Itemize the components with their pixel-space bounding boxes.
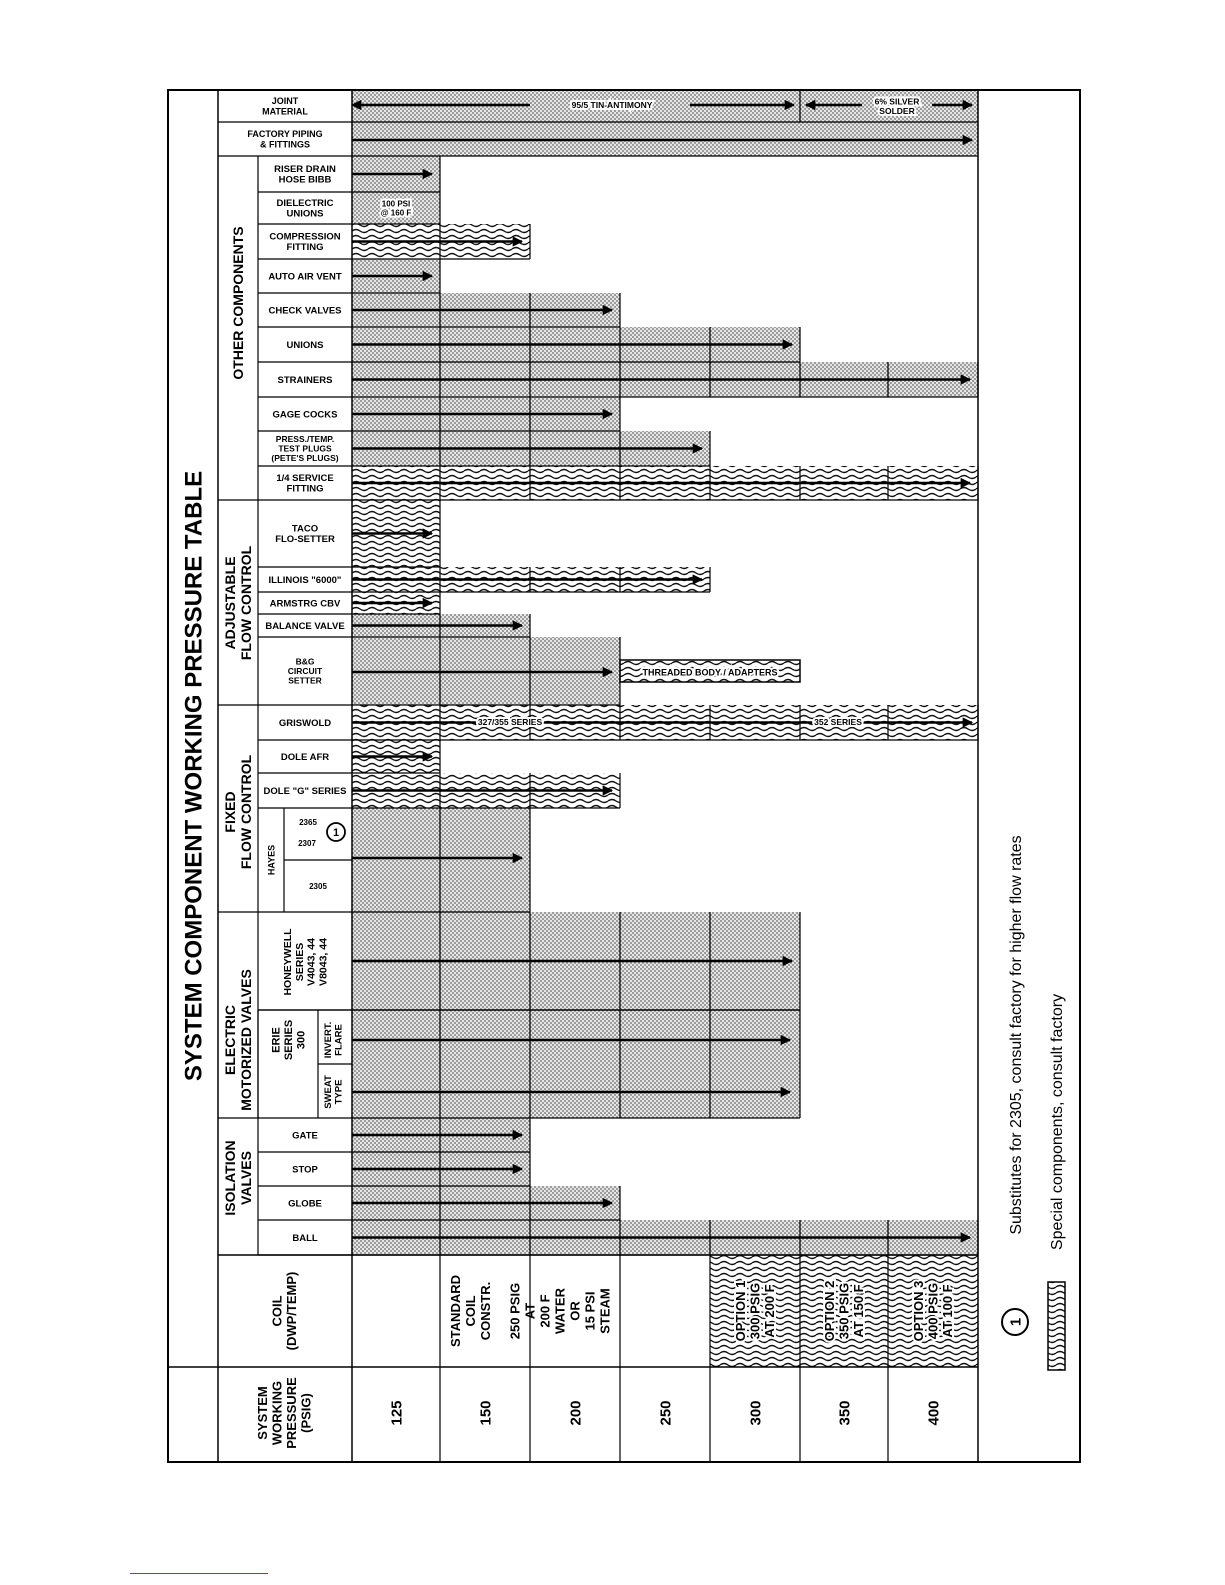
header-system-pressure-line: PRESSURE	[283, 1377, 299, 1449]
component-label-piping	[247, 129, 322, 149]
note-threaded-body-line: THREADED BODY / ADAPTERS	[642, 667, 778, 678]
component-label-gate-line: GATE	[292, 1130, 318, 1142]
note-griswold-352	[814, 717, 862, 727]
pressure-value-200-line: 200	[567, 1400, 585, 1426]
note-griswold-327-text	[478, 717, 543, 727]
component-label-check-line: CHECK VALVES	[268, 305, 342, 317]
coil-standard-line: 250 PSIG	[507, 1282, 523, 1340]
coil-option1-line: AT 200 F	[762, 1284, 778, 1338]
hayes-label	[266, 845, 276, 875]
coil-option2-line: OPTION 2	[822, 1280, 838, 1342]
component-label-riser-line: RISER DRAIN	[274, 164, 336, 176]
group-other	[230, 226, 246, 379]
legend-swatch	[1048, 1282, 1065, 1370]
note-silver-solder-text	[875, 96, 920, 116]
component-label-invert-line: FLARE	[333, 1024, 345, 1056]
component-label-dole_afr	[281, 752, 329, 763]
header-system-pressure-line: SYSTEM	[254, 1386, 270, 1440]
coil-option3-line: 400 PSIG	[925, 1282, 941, 1340]
legend-note-1-line: Substitutes for 2305, consult factory for higher flow rates	[1007, 835, 1025, 1235]
note-silver-solder	[875, 96, 920, 116]
pressure-value-250-line: 250	[657, 1400, 675, 1426]
note-griswold-352-line: 352 SERIES	[814, 717, 862, 728]
note-tin-antimony	[572, 100, 653, 110]
note-dielectric-rating-line: @ 160 F	[380, 208, 412, 218]
component-label-airvent	[268, 271, 342, 282]
page-title	[181, 471, 208, 1081]
hayes-2305-label	[309, 882, 327, 891]
component-label-gate-text	[292, 1130, 318, 1141]
legend-note-2-line: Special components, consult factory	[1048, 993, 1066, 1251]
hayes-2365-label-line: 2365	[299, 817, 317, 827]
legend-circle-number-text	[1007, 1318, 1024, 1326]
circle-note-number-line: 1	[332, 826, 340, 839]
component-label-balance	[265, 621, 344, 632]
component-label-riser-line: HOSE BIBB	[278, 174, 332, 186]
component-label-pete-line: (PETE'S PLUGS)	[271, 453, 339, 464]
coil-standard-line: OR	[567, 1301, 583, 1321]
component-label-airvent-line: AUTO AIR VENT	[268, 271, 342, 283]
component-label-dole_g-line: DOLE "G" SERIES	[263, 785, 347, 797]
component-label-piping-text	[247, 129, 322, 149]
component-label-compression-line: FITTING	[286, 242, 324, 254]
component-label-pete-line: TEST PLUGS	[278, 443, 332, 454]
component-label-dielectric-text	[277, 198, 334, 220]
header-system-pressure-line: WORKING	[269, 1380, 285, 1446]
pressure-value-250-text	[657, 1400, 674, 1425]
coil-option3-line: AT 100 F	[940, 1284, 956, 1338]
component-label-sweat-line: TYPE	[333, 1079, 345, 1105]
erie-label-line: 300	[295, 1030, 308, 1050]
component-label-globe-text	[288, 1198, 322, 1209]
erie-label-line: ERIE	[270, 1027, 283, 1053]
component-label-piping-line: & FITTINGS	[260, 139, 310, 150]
group-other-text	[230, 226, 246, 379]
legend-circle-number	[1007, 1318, 1024, 1326]
range-fill-sweat	[352, 1010, 800, 1118]
group-fixed-line: FIXED	[222, 791, 239, 833]
component-label-globe	[288, 1198, 322, 1209]
group-isolation-line: ISOLATION	[222, 1140, 239, 1216]
hayes-2305-label-line: 2305	[309, 881, 327, 891]
group-adjustable-line: ADJUSTABLE	[222, 556, 239, 650]
component-label-invert-line: INVERT.	[323, 1021, 335, 1059]
component-label-sweat	[323, 1075, 345, 1109]
pressure-value-150-text	[477, 1400, 494, 1425]
component-label-strainers-line: STRAINERS	[277, 374, 333, 386]
pressure-value-400-text	[925, 1400, 942, 1425]
group-electric-text	[222, 969, 254, 1111]
pressure-value-150-line: 150	[477, 1400, 495, 1426]
hayes-2307-label	[298, 839, 316, 848]
component-label-taco-line: TACO	[291, 523, 319, 535]
group-isolation	[222, 1140, 254, 1215]
legend-note-2-text	[1049, 994, 1066, 1250]
pressure-value-125-text	[388, 1400, 405, 1425]
pressure-value-125	[388, 1400, 405, 1425]
component-label-stop-line: STOP	[292, 1164, 318, 1176]
coil-standard-line: AT	[522, 1302, 538, 1320]
group-isolation-line: VALVES	[237, 1151, 254, 1205]
group-other-line: OTHER COMPONENTS	[230, 226, 247, 380]
link-underline	[130, 1573, 268, 1574]
honeywell-label-line: V8043, 44	[317, 938, 330, 986]
note-silver-solder-line: SOLDER	[879, 105, 915, 116]
group-adjustable-line: FLOW CONTROL	[237, 545, 254, 661]
component-label-armstrg-text	[270, 598, 341, 609]
component-label-airvent-text	[268, 271, 342, 282]
component-label-pete	[271, 434, 338, 463]
coil-option1-line: OPTION 1	[733, 1280, 749, 1342]
header-system-pressure-line: (PSIG)	[298, 1393, 314, 1433]
component-label-joint	[262, 96, 308, 116]
component-label-check	[268, 305, 341, 316]
group-fixed	[222, 754, 254, 869]
component-label-unions	[287, 340, 324, 351]
component-label-armstrg	[270, 598, 341, 609]
group-electric-line: MOTORIZED VALVES	[237, 969, 254, 1111]
coil-option2	[822, 1281, 866, 1342]
pressure-value-350-line: 350	[836, 1400, 854, 1426]
coil-option1	[733, 1281, 777, 1342]
circle-note-number	[333, 827, 339, 839]
coil-option2-text	[822, 1281, 866, 1342]
component-label-bg	[288, 657, 323, 686]
note-tin-antimony-line: 95/5 TIN-ANTIMONY	[571, 100, 653, 111]
component-label-sweat-line: SWEAT	[323, 1075, 335, 1109]
component-label-taco-text	[275, 524, 335, 546]
note-griswold-352-text	[814, 717, 862, 727]
component-label-stop-text	[292, 1164, 318, 1175]
component-label-griswold	[279, 718, 331, 729]
coil-option2-line: AT 150 F	[851, 1284, 867, 1338]
component-label-balance-text	[265, 621, 344, 632]
component-label-service	[276, 473, 333, 495]
hayes-2307-label-text	[298, 839, 316, 848]
pressure-value-200	[567, 1400, 584, 1425]
component-label-illinois-text	[269, 575, 342, 586]
pressure-value-350	[836, 1400, 853, 1425]
component-label-griswold-text	[279, 718, 331, 729]
component-label-invert-text	[323, 1022, 345, 1058]
component-label-dielectric-line: DIELECTRIC	[276, 198, 334, 210]
component-label-sweat-text	[323, 1075, 345, 1109]
erie-label-text	[271, 1020, 308, 1060]
note-threaded-body	[642, 667, 777, 677]
component-label-service-line: FITTING	[286, 483, 324, 495]
component-label-stop	[292, 1164, 318, 1175]
note-dielectric-rating-text	[381, 199, 412, 217]
component-label-strainers-text	[278, 375, 333, 386]
coil-option3-line: OPTION 3	[911, 1280, 927, 1342]
note-dielectric-rating-line: 100 PSI	[381, 199, 411, 209]
group-adjustable-text	[222, 545, 254, 660]
note-tin-antimony-text	[572, 100, 653, 110]
component-label-service-line: 1/4 SERVICE	[276, 473, 334, 485]
component-label-bg-line: SETTER	[288, 675, 322, 686]
component-label-taco-line: FLO-SETTER	[275, 534, 335, 546]
coil-option3-text	[911, 1281, 955, 1342]
component-label-balance-line: BALANCE VALVE	[265, 620, 345, 632]
component-label-compression-line: COMPRESSION	[269, 231, 341, 243]
component-label-pete-text	[271, 434, 338, 463]
header-coil-text	[269, 1272, 299, 1351]
pressure-value-200-text	[567, 1400, 584, 1425]
component-label-armstrg-line: ARMSTRG CBV	[269, 598, 341, 610]
component-label-gate	[292, 1130, 318, 1141]
component-label-taco	[275, 524, 335, 546]
group-fixed-text	[222, 754, 254, 869]
page-title-text	[181, 471, 208, 1081]
erie-label	[271, 1020, 308, 1060]
component-label-dole_g	[264, 786, 347, 797]
hayes-label-line: HAYES	[266, 844, 277, 876]
component-label-dielectric-line: UNIONS	[286, 208, 324, 220]
component-label-strainers	[278, 375, 333, 386]
note-dielectric-rating	[381, 199, 412, 217]
coil-standard-line: WATER	[552, 1288, 568, 1334]
legend-note-1-text	[1008, 835, 1025, 1234]
component-label-unions-text	[287, 340, 324, 351]
group-adjustable	[222, 545, 254, 660]
component-label-bg-text	[288, 657, 323, 686]
group-electric-line: ELECTRIC	[222, 1005, 239, 1075]
component-label-riser-text	[274, 164, 336, 186]
pressure-value-400	[925, 1400, 942, 1425]
component-label-ball-line: BALL	[292, 1232, 318, 1244]
component-label-joint-text	[262, 96, 308, 116]
coil-standard-line: COIL	[462, 1295, 478, 1327]
component-label-bg-line: B&G	[295, 656, 315, 667]
legend-note-2	[1049, 994, 1066, 1250]
legend-note-1	[1008, 835, 1025, 1234]
coil-standard-line: CONSTR.	[477, 1281, 493, 1341]
component-label-griswold-line: GRISWOLD	[278, 717, 332, 729]
component-label-compression	[269, 232, 340, 254]
coil-standard-line: STANDARD	[447, 1275, 463, 1347]
header-system-pressure	[255, 1377, 314, 1449]
coil-option3	[911, 1281, 955, 1342]
honeywell-label-line: HONEYWELL	[282, 928, 295, 996]
coil-standard-line: STEAM	[597, 1288, 613, 1334]
component-label-service-text	[276, 473, 333, 495]
component-label-globe-line: GLOBE	[288, 1198, 322, 1210]
header-coil	[269, 1272, 299, 1351]
pressure-value-125-line: 125	[388, 1400, 406, 1426]
note-threaded-body-text	[642, 667, 777, 677]
component-label-illinois-line: ILLINOIS "6000"	[268, 574, 342, 586]
pressure-value-400-line: 400	[925, 1400, 943, 1426]
hayes-2305-label-text	[309, 882, 327, 891]
header-coil-line: COIL	[269, 1295, 285, 1327]
coil-standard-line: 15 PSI	[582, 1291, 598, 1331]
coil-option1-line: 300 PSIG	[747, 1282, 763, 1340]
honeywell-label-text	[282, 928, 329, 996]
component-label-pete-line: PRESS./TEMP.	[275, 434, 335, 445]
hayes-2365-label-text	[299, 818, 317, 827]
pressure-value-300	[747, 1400, 764, 1425]
component-label-bg-line: CIRCUIT	[287, 666, 323, 677]
component-label-gage-line: GAGE COCKS	[272, 409, 338, 421]
header-coil-line: (DWP/TEMP)	[283, 1271, 299, 1351]
component-label-ball	[292, 1233, 318, 1244]
legend-circle-number-line: 1	[1007, 1317, 1025, 1327]
hayes-2307-label-line: 2307	[298, 838, 316, 848]
component-label-dole_afr-line: DOLE AFR	[280, 751, 330, 763]
pressure-value-300-text	[747, 1400, 764, 1425]
honeywell-label-line: SERIES	[293, 942, 306, 982]
component-label-compression-text	[269, 232, 340, 254]
pressure-value-250	[657, 1400, 674, 1425]
component-label-ball-text	[292, 1233, 318, 1244]
group-electric	[222, 969, 254, 1111]
component-label-gage-text	[273, 409, 338, 420]
component-label-check-text	[268, 305, 341, 316]
component-label-joint-line: MATERIAL	[262, 106, 308, 117]
coil-option1-text	[733, 1281, 777, 1342]
honeywell-label-line: V4043, 44	[305, 938, 318, 986]
note-silver-solder-line: 6% SILVER	[874, 96, 920, 107]
group-isolation-text	[222, 1140, 254, 1215]
component-label-illinois	[269, 575, 342, 586]
pressure-value-350-text	[836, 1400, 853, 1425]
component-label-unions-line: UNIONS	[286, 339, 324, 351]
component-label-dole_afr-text	[281, 752, 329, 763]
group-fixed-line: FLOW CONTROL	[237, 754, 254, 870]
honeywell-label	[282, 928, 329, 996]
component-label-dielectric	[277, 198, 334, 220]
hayes-label-text	[266, 845, 276, 875]
erie-label-line: SERIES	[282, 1019, 295, 1061]
note-griswold-327-line: 327/355 SERIES	[477, 717, 543, 728]
hayes-2365-label	[299, 818, 317, 827]
component-label-joint-line: JOINT	[271, 96, 299, 107]
page-title-line: SYSTEM COMPONENT WORKING PRESSURE TABLE	[180, 470, 208, 1082]
component-label-piping-line: FACTORY PIPING	[247, 129, 323, 140]
header-system-pressure-text	[255, 1377, 314, 1449]
component-label-riser	[274, 164, 336, 186]
component-label-dole_g-text	[264, 786, 347, 797]
note-griswold-327	[478, 717, 543, 727]
pressure-value-150	[477, 1400, 494, 1425]
coil-option2-line: 350 PSIG	[836, 1282, 852, 1340]
circle-note-number-text	[333, 827, 339, 839]
coil-standard-line: 200 F	[537, 1294, 553, 1328]
range-fill-hayes	[352, 808, 530, 912]
pressure-value-300-line: 300	[747, 1400, 765, 1426]
component-label-invert	[323, 1022, 345, 1058]
component-label-gage	[273, 409, 338, 420]
